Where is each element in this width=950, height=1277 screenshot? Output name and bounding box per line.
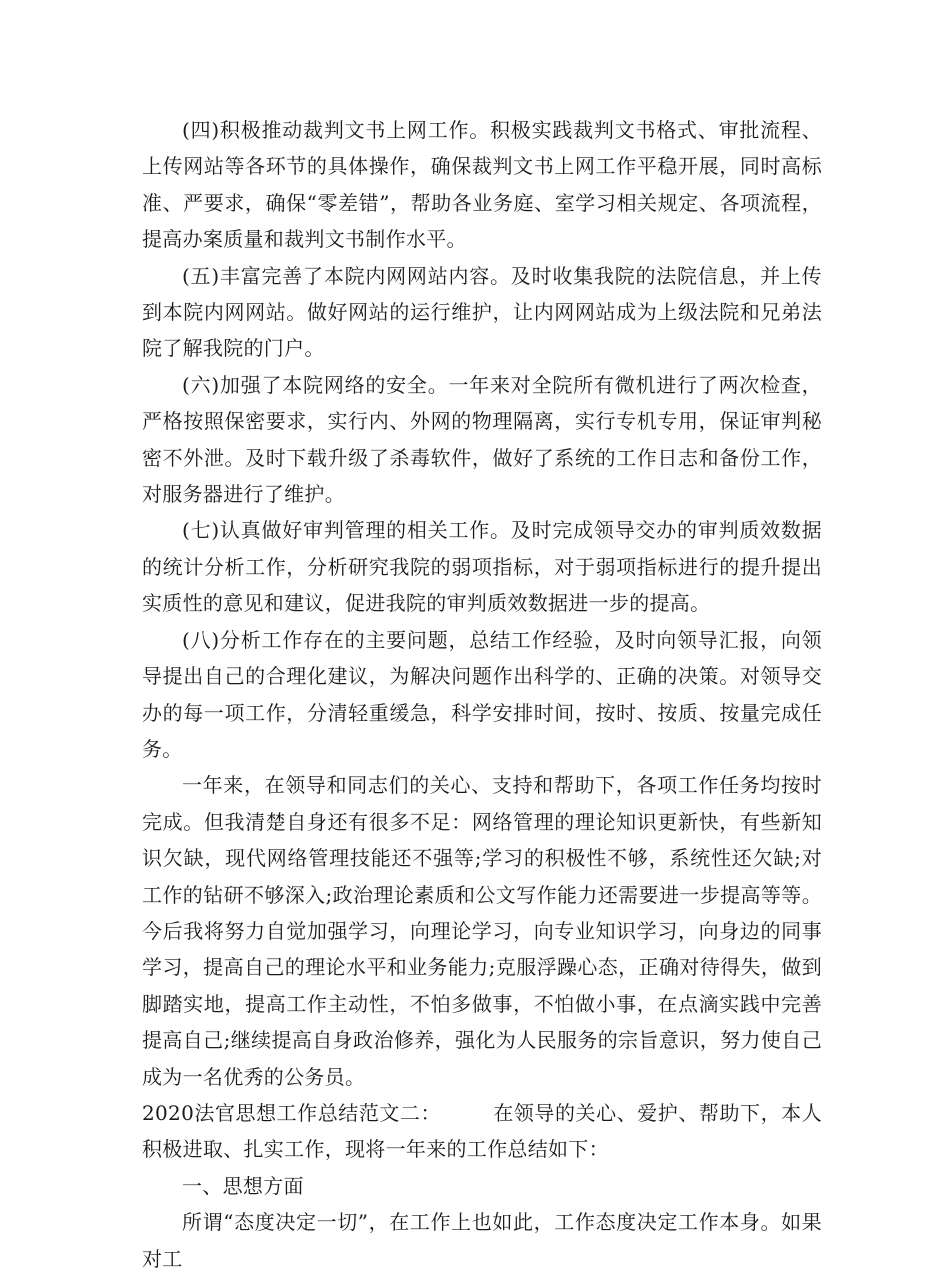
summary-paragraph: 一年来，在领导和同志们的关心、支持和帮助下，各项工作任务均按时完成。但我清楚自身还有很多不足：网络管理的理论知识更新快，有些新知识欠缺，现代网络管理技能还不强等;学习的积极性不够，系统性还欠缺;对工作的钻研不够深入;政治理论素质和公文写作能力还需要进一步提高等等。今后我将努力自觉加强学习，向理论学习，向专业知识学习，向身边的同事学习，提高自己的理论水平和业务能力;克服浮躁心态，正确对待得失，做到脚踏实地，提高工作主动性，不怕多做事，不怕做小事，在点滴实践中完善提高自己;继续提高自身政治修养，强化为人民服务的宗旨意识，努力使自己成为一名优秀的公务员。 bbox=[142, 773, 822, 1089]
closing-paragraph: 所谓“态度决定一切”，在工作上也如此，工作态度决定工作本身。如果对工 bbox=[142, 1210, 822, 1271]
subheading-thought: 一、思想方面 bbox=[182, 1173, 304, 1198]
section-title: 2020法官思想工作总结范文二： bbox=[142, 1100, 442, 1125]
paragraph-item-5: (五)丰富完善了本院内网网站内容。及时收集我院的法院信息，并上传到本院内网网站。做好网站的运行维护，让内网网站成为上级法院和兄弟法院了解我院的门户。 bbox=[142, 263, 822, 361]
document-body bbox=[142, 112, 822, 1277]
paragraph-item-6: (六)加强了本院网络的安全。一年来对全院所有微机进行了两次检查，严格按照保密要求，实行内、外网的物理隔离，实行专机专用，保证审判秘密不外泄。及时下载升级了杀毒软件，做好了系统的工作日志和备份工作，对服务器进行了维护。 bbox=[142, 372, 822, 507]
section-intro: 在领导的关心、爱护、帮助下，本人积极进取、扎实工作，现将一年来的工作总结如下： bbox=[142, 1100, 822, 1162]
paragraph-item-4: (四)积极推动裁判文书上网工作。积极实践裁判文书格式、审批流程、上传网站等各环节的具体操作，确保裁判文书上网工作平稳开展，同时高标准、严要求，确保“零差错”，帮助各业务庭、室学习相关规定、各项流程，提高办案质量和裁判文书制作水平。 bbox=[142, 118, 822, 252]
section-heading-line bbox=[142, 1095, 822, 1168]
paragraph-item-7: (七)认真做好审判管理的相关工作。及时完成领导交办的审判质效数据的统计分析工作，分析研究我院的弱项指标，对于弱项指标进行的提升提出实质性的意见和建议，促进我院的审判质效数据进一步的提高。 bbox=[142, 518, 822, 616]
paragraph-item-8: (八)分析工作存在的主要问题，总结工作经验，及时向领导汇报，向领导提出自己的合理化建议，为解决问题作出科学的、正确的决策。对领导交办的每一项工作，分清轻重缓急，科学安排时间，按时、按质、按量完成任务。 bbox=[142, 627, 822, 761]
